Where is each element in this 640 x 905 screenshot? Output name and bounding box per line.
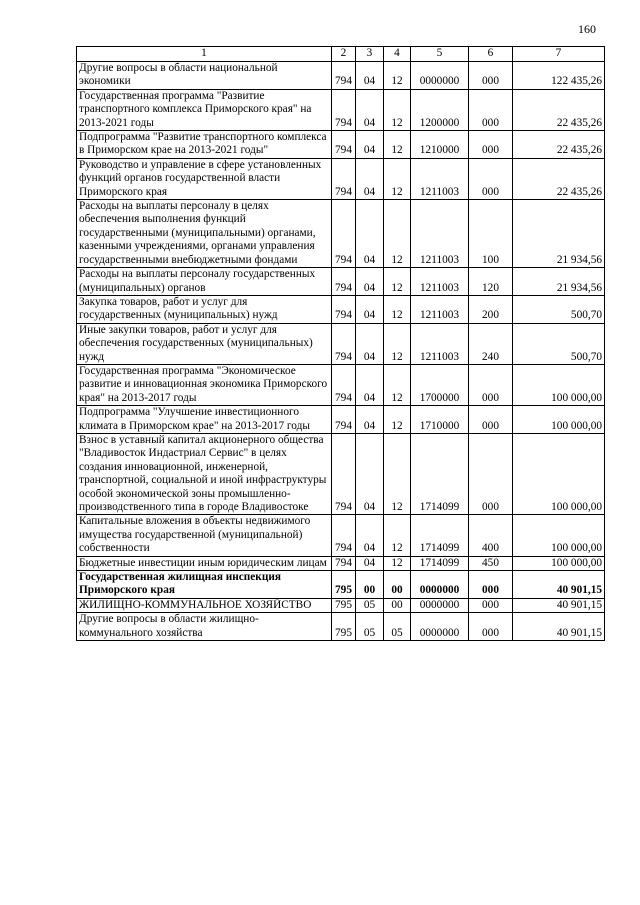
table-row — [77, 364, 605, 405]
amount: 100 000,00 — [513, 556, 605, 570]
item-name: Иные закупки товаров, работ и услуг для обеспечения государственных (муниципальных) нужд — [77, 323, 332, 364]
code-expense-type: 000 — [469, 89, 513, 130]
code-subsection: 12 — [384, 515, 411, 556]
code-subsection: 12 — [384, 323, 411, 364]
code-expense-type: 000 — [469, 62, 513, 90]
table-row — [77, 571, 605, 599]
code-ministry: 794 — [332, 295, 356, 323]
table-row — [77, 598, 605, 612]
item-name: Бюджетные инвестиции иным юридическим лицам — [77, 556, 332, 570]
code-section: 04 — [356, 556, 384, 570]
code-ministry: 794 — [332, 515, 356, 556]
code-expense-type: 120 — [469, 268, 513, 296]
amount: 100 000,00 — [513, 433, 605, 514]
code-ministry: 794 — [332, 268, 356, 296]
code-section: 04 — [356, 364, 384, 405]
code-section: 00 — [356, 571, 384, 599]
code-section: 05 — [356, 613, 384, 641]
code-subsection: 00 — [384, 571, 411, 599]
code-expense-type: 000 — [469, 571, 513, 599]
code-subsection: 12 — [384, 131, 411, 159]
code-ministry: 794 — [332, 323, 356, 364]
item-name: Подпрограмма "Улучшение инвестиционного климата в Приморском крае" на 2013-2017 годы — [77, 406, 332, 434]
item-name: Государственная программа "Развитие транспортного комплекса Приморского края" на 2013-2021 годы — [77, 89, 332, 130]
code-section: 04 — [356, 268, 384, 296]
code-ministry: 794 — [332, 200, 356, 268]
amount: 21 934,56 — [513, 268, 605, 296]
item-name: Государственная программа "Экономическое развитие и инновационная экономика Приморского края" на 2013-2017 годы — [77, 364, 332, 405]
code-ministry: 794 — [332, 556, 356, 570]
code-ministry: 794 — [332, 62, 356, 90]
item-name: Другие вопросы в области жилищно-коммунального хозяйства — [77, 613, 332, 641]
code-expense-type: 000 — [469, 406, 513, 434]
table-row — [77, 200, 605, 268]
amount: 40 901,15 — [513, 613, 605, 641]
amount: 40 901,15 — [513, 571, 605, 599]
item-name: Государственная жилищная инспекция Приморского края — [77, 571, 332, 599]
code-section: 04 — [356, 89, 384, 130]
code-target: 0000000 — [411, 571, 469, 599]
code-subsection: 12 — [384, 268, 411, 296]
code-subsection: 12 — [384, 556, 411, 570]
page-number: 160 — [578, 22, 596, 36]
item-name: ЖИЛИЩНО-КОММУНАЛЬНОЕ ХОЗЯЙСТВО — [77, 598, 332, 612]
column-header: 6 — [469, 47, 513, 62]
table-row — [77, 406, 605, 434]
code-subsection: 12 — [384, 158, 411, 199]
table-row — [77, 433, 605, 514]
amount: 100 000,00 — [513, 364, 605, 405]
code-target: 1714099 — [411, 433, 469, 514]
amount: 22 435,26 — [513, 89, 605, 130]
code-section: 04 — [356, 131, 384, 159]
code-ministry: 794 — [332, 131, 356, 159]
code-subsection: 12 — [384, 200, 411, 268]
column-header: 5 — [411, 47, 469, 62]
code-expense-type: 400 — [469, 515, 513, 556]
amount: 22 435,26 — [513, 158, 605, 199]
table-row — [77, 268, 605, 296]
table-row — [77, 613, 605, 641]
table-row — [77, 323, 605, 364]
item-name: Руководство и управление в сфере установленных функций органов государственной власти Приморского края — [77, 158, 332, 199]
code-expense-type: 000 — [469, 613, 513, 641]
code-target: 1714099 — [411, 515, 469, 556]
item-name: Расходы на выплаты персоналу в целях обеспечения выполнения функций государственными (муниципальными) органами, казенными учреждениями, органами управления государственными внебюджетными фондами — [77, 200, 332, 268]
code-ministry: 795 — [332, 613, 356, 641]
code-section: 04 — [356, 158, 384, 199]
column-header: 7 — [513, 47, 605, 62]
code-target: 1211003 — [411, 158, 469, 199]
code-ministry: 794 — [332, 406, 356, 434]
code-target: 1210000 — [411, 131, 469, 159]
code-target: 1700000 — [411, 364, 469, 405]
budget-table — [76, 46, 605, 641]
code-ministry: 794 — [332, 364, 356, 405]
code-target: 1211003 — [411, 323, 469, 364]
code-expense-type: 000 — [469, 158, 513, 199]
code-subsection: 12 — [384, 364, 411, 405]
code-expense-type: 000 — [469, 131, 513, 159]
column-header: 3 — [356, 47, 384, 62]
code-section: 04 — [356, 323, 384, 364]
code-ministry: 795 — [332, 598, 356, 612]
column-header: 4 — [384, 47, 411, 62]
code-target: 1211003 — [411, 200, 469, 268]
amount: 22 435,26 — [513, 131, 605, 159]
code-subsection: 12 — [384, 433, 411, 514]
amount: 100 000,00 — [513, 515, 605, 556]
code-subsection: 12 — [384, 89, 411, 130]
code-target: 1710000 — [411, 406, 469, 434]
table-row — [77, 131, 605, 159]
amount: 100 000,00 — [513, 406, 605, 434]
code-section: 04 — [356, 406, 384, 434]
code-expense-type: 000 — [469, 433, 513, 514]
amount: 40 901,15 — [513, 598, 605, 612]
table-row — [77, 295, 605, 323]
amount: 500,70 — [513, 295, 605, 323]
item-name: Подпрограмма "Развитие транспортного комплекса в Приморском крае на 2013-2021 годы" — [77, 131, 332, 159]
item-name: Расходы на выплаты персоналу государственных (муниципальных) органов — [77, 268, 332, 296]
amount: 21 934,56 — [513, 200, 605, 268]
code-expense-type: 240 — [469, 323, 513, 364]
code-section: 05 — [356, 598, 384, 612]
table-row — [77, 515, 605, 556]
amount: 500,70 — [513, 323, 605, 364]
code-subsection: 00 — [384, 598, 411, 612]
code-target: 0000000 — [411, 613, 469, 641]
table-row — [77, 89, 605, 130]
item-name: Другие вопросы в области национальной экономики — [77, 62, 332, 90]
code-section: 04 — [356, 62, 384, 90]
table-row — [77, 556, 605, 570]
code-section: 04 — [356, 295, 384, 323]
item-name: Взнос в уставный капитал акционерного общества "Владивосток Индастриал Сервис" в целях создания инновационной, инженерной, транспортной, социальной и иной инфраструктуры особой экономической зоны промышленно-производственного типа в городе Владивостоке — [77, 433, 332, 514]
code-subsection: 12 — [384, 406, 411, 434]
code-section: 04 — [356, 200, 384, 268]
code-target: 1211003 — [411, 268, 469, 296]
item-name: Капитальные вложения в объекты недвижимого имущества государственной (муниципальной) собственности — [77, 515, 332, 556]
code-target: 1200000 — [411, 89, 469, 130]
code-target: 0000000 — [411, 62, 469, 90]
code-subsection: 05 — [384, 613, 411, 641]
code-section: 04 — [356, 433, 384, 514]
amount: 122 435,26 — [513, 62, 605, 90]
code-section: 04 — [356, 515, 384, 556]
item-name: Закупка товаров, работ и услуг для государственных (муниципальных) нужд — [77, 295, 332, 323]
code-target: 1211003 — [411, 295, 469, 323]
code-expense-type: 100 — [469, 200, 513, 268]
code-expense-type: 000 — [469, 598, 513, 612]
code-ministry: 794 — [332, 158, 356, 199]
code-target: 1714099 — [411, 556, 469, 570]
code-expense-type: 450 — [469, 556, 513, 570]
column-header: 2 — [332, 47, 356, 62]
code-subsection: 12 — [384, 62, 411, 90]
column-header: 1 — [77, 47, 332, 62]
code-target: 0000000 — [411, 598, 469, 612]
code-ministry: 795 — [332, 571, 356, 599]
code-ministry: 794 — [332, 89, 356, 130]
table-header-row — [77, 47, 605, 62]
table-row — [77, 62, 605, 90]
code-expense-type: 200 — [469, 295, 513, 323]
budget-table-body — [77, 47, 605, 641]
table-row — [77, 158, 605, 199]
code-subsection: 12 — [384, 295, 411, 323]
code-expense-type: 000 — [469, 364, 513, 405]
code-ministry: 794 — [332, 433, 356, 514]
